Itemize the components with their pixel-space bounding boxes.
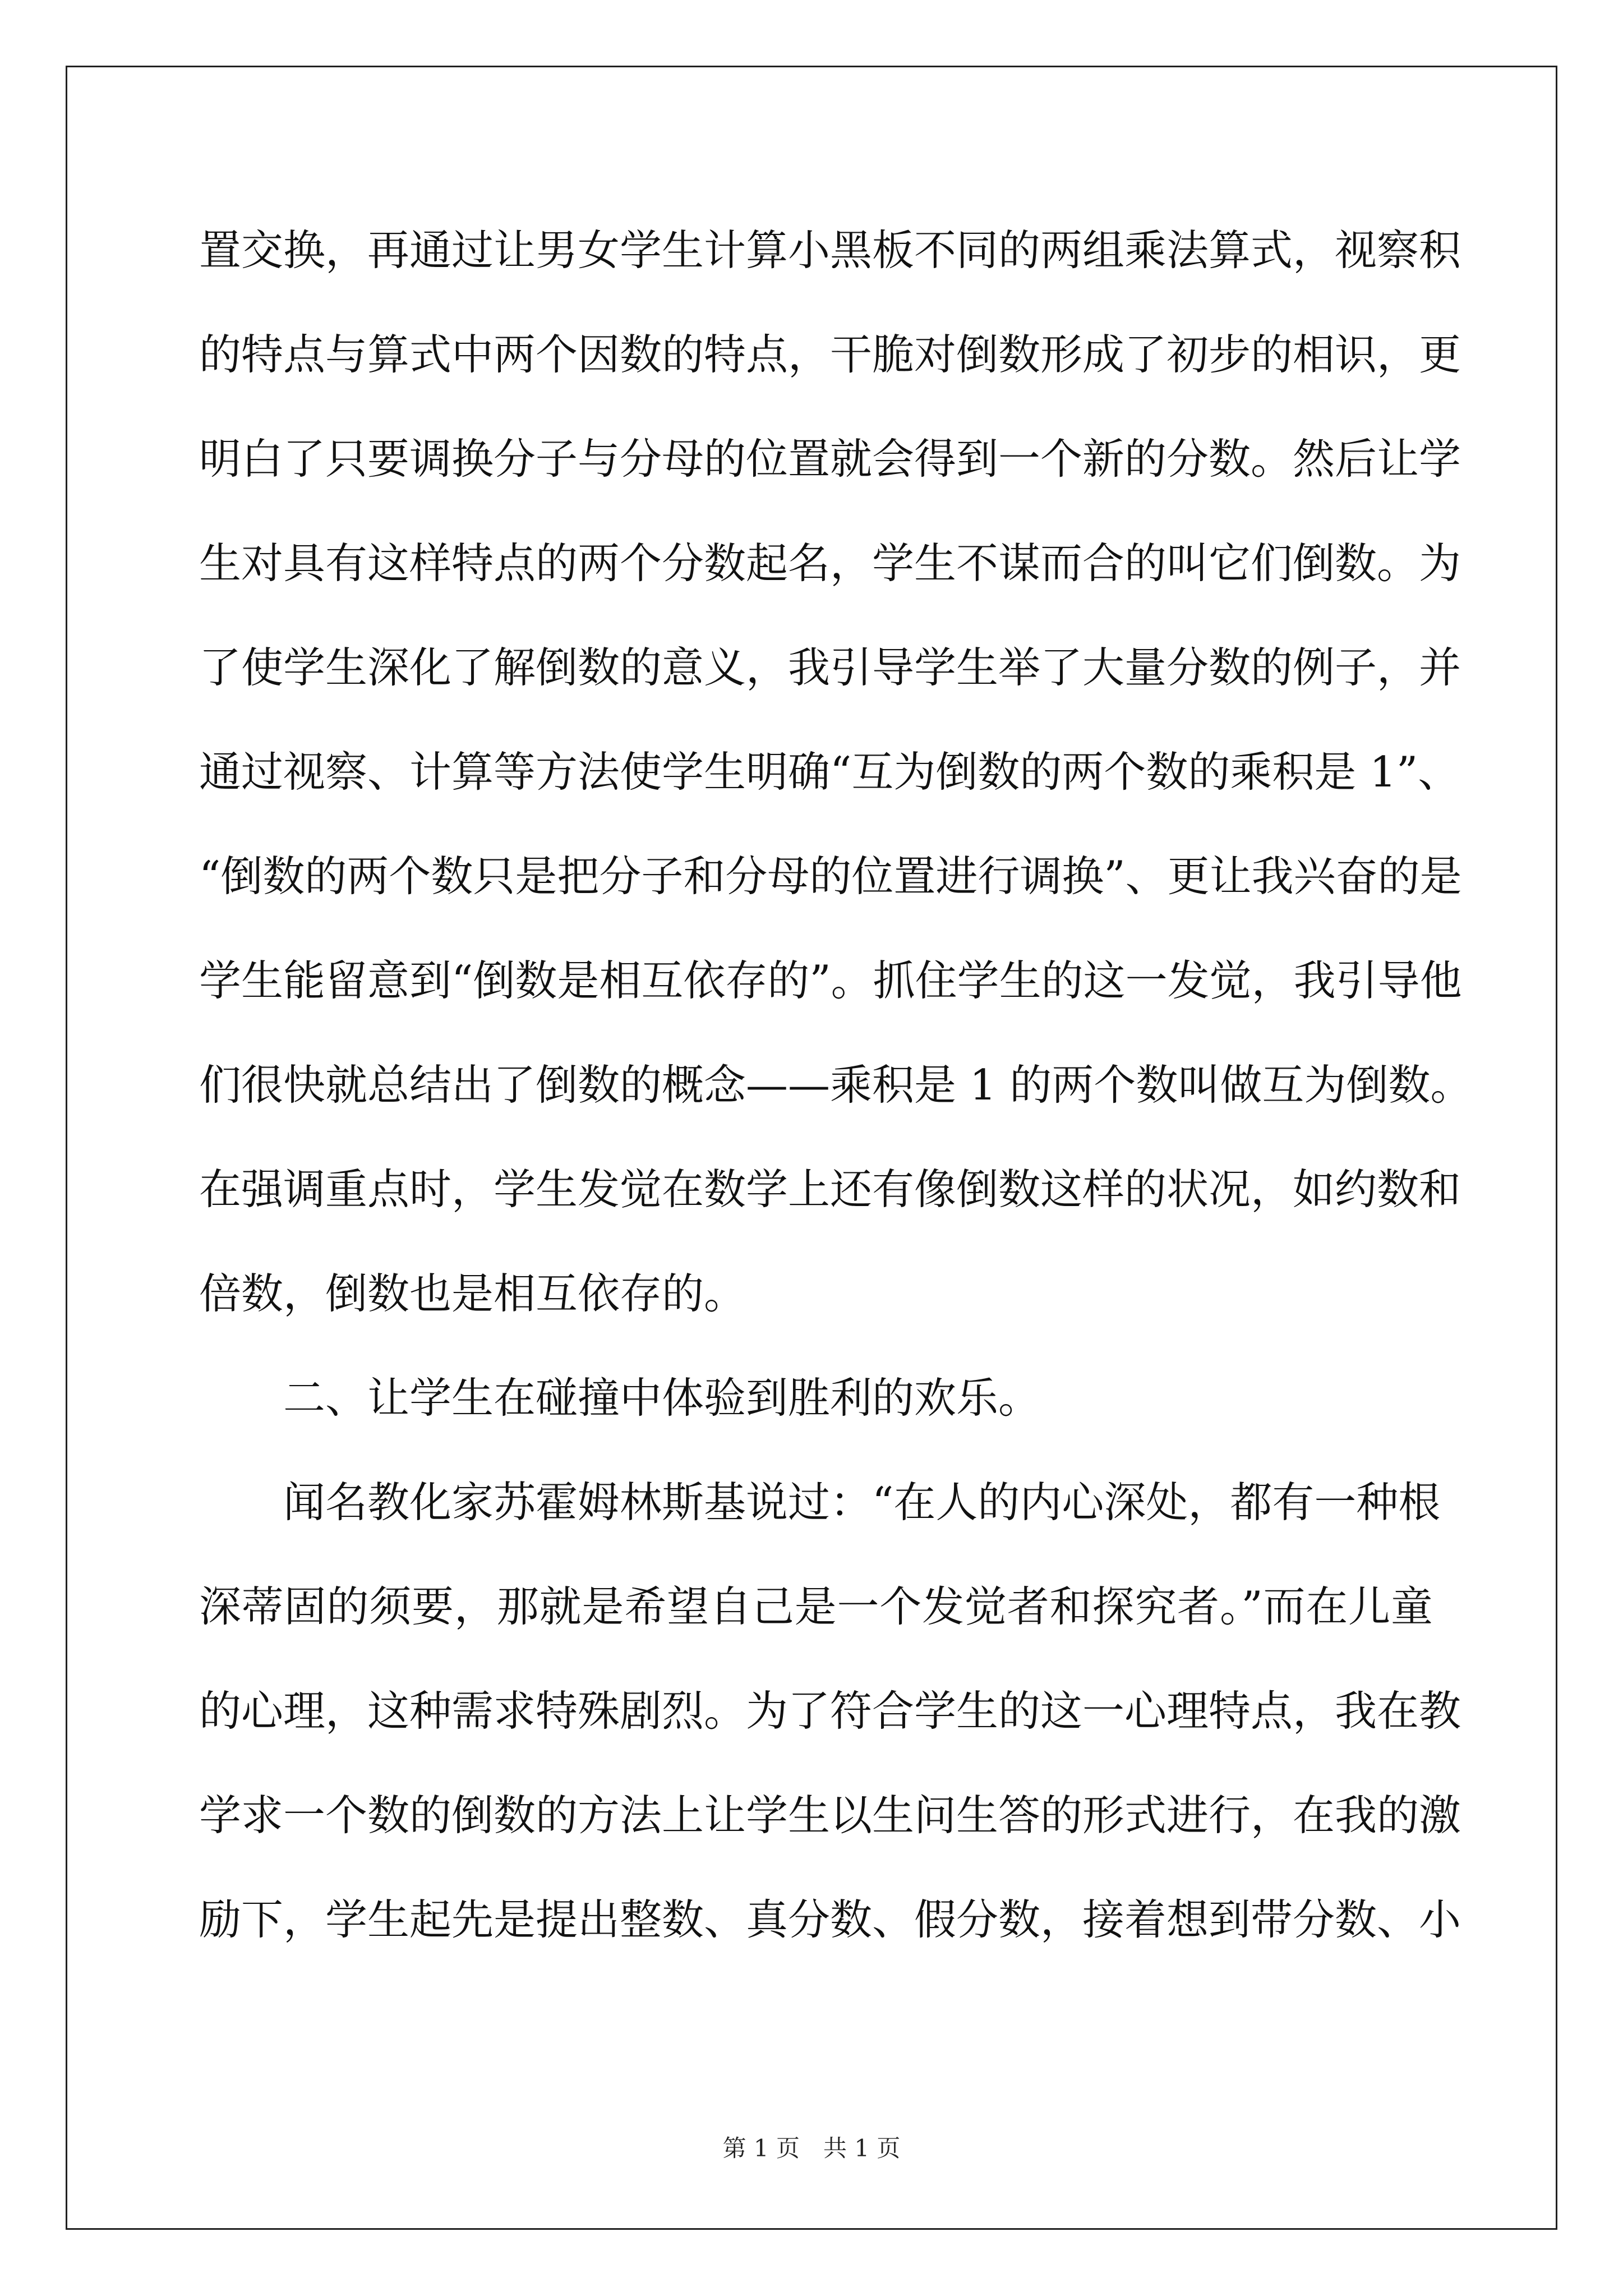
text-line: “倒数的两个数只是把分子和分母的位置进行调换”、更让我兴奋的是 [199, 852, 1462, 901]
page-number: 第 1 页 共 1 页 [722, 2134, 901, 2162]
text-line: 明白了只要调换分子与分母的位置就会得到一个新的分数。然后让学 [199, 434, 1461, 484]
text-line: 置交换，再通过让男女学生计算小黑板不同的两组乘法算式，视察积 [199, 226, 1461, 275]
text-line: 的特点与算式中两个因数的特点，干脆对倒数形成了初步的相识，更 [199, 330, 1461, 379]
text-line: 的心理，这种需求特殊剧烈。为了符合学生的这一心理特点，我在教 [199, 1686, 1461, 1736]
text-line: 励下，学生起先是提出整数、真分数、假分数，接着想到带分数、小 [199, 1895, 1461, 1944]
section-heading: 二、让学生在碰撞中体验到胜利的欢乐。 [283, 1373, 1041, 1423]
text-line: 生对具有这样特点的两个分数起名，学生不谋而合的叫它们倒数。为 [199, 539, 1461, 588]
text-line: 学生能留意到“倒数是相互依存的”。抓住学生的这一发觉，我引导他 [199, 956, 1462, 1005]
text-line: 通过视察、计算等方法使学生明确“互为倒数的两个数的乘积是 1”、 [199, 747, 1460, 797]
text-line: 闻名教化家苏霍姆林斯基说过：“在人的内心深处，都有一种根 [283, 1478, 1441, 1527]
text-line: 们很快就总结出了倒数的概念——乘积是 1 的两个数叫做互为倒数。 [199, 1060, 1473, 1110]
text-line: 了使学生深化了解倒数的意义，我引导学生举了大量分数的例子，并 [199, 643, 1461, 692]
text-line: 学求一个数的倒数的方法上让学生以生问生答的形式进行，在我的激 [199, 1791, 1461, 1840]
text-line: 倍数，倒数也是相互依存的。 [199, 1269, 746, 1318]
text-line: 在强调重点时，学生发觉在数学上还有像倒数这样的状况，如约数和 [199, 1165, 1461, 1214]
text-line: 深蒂固的须要，那就是希望自己是一个发觉者和探究者。”而在儿童 [199, 1582, 1433, 1631]
